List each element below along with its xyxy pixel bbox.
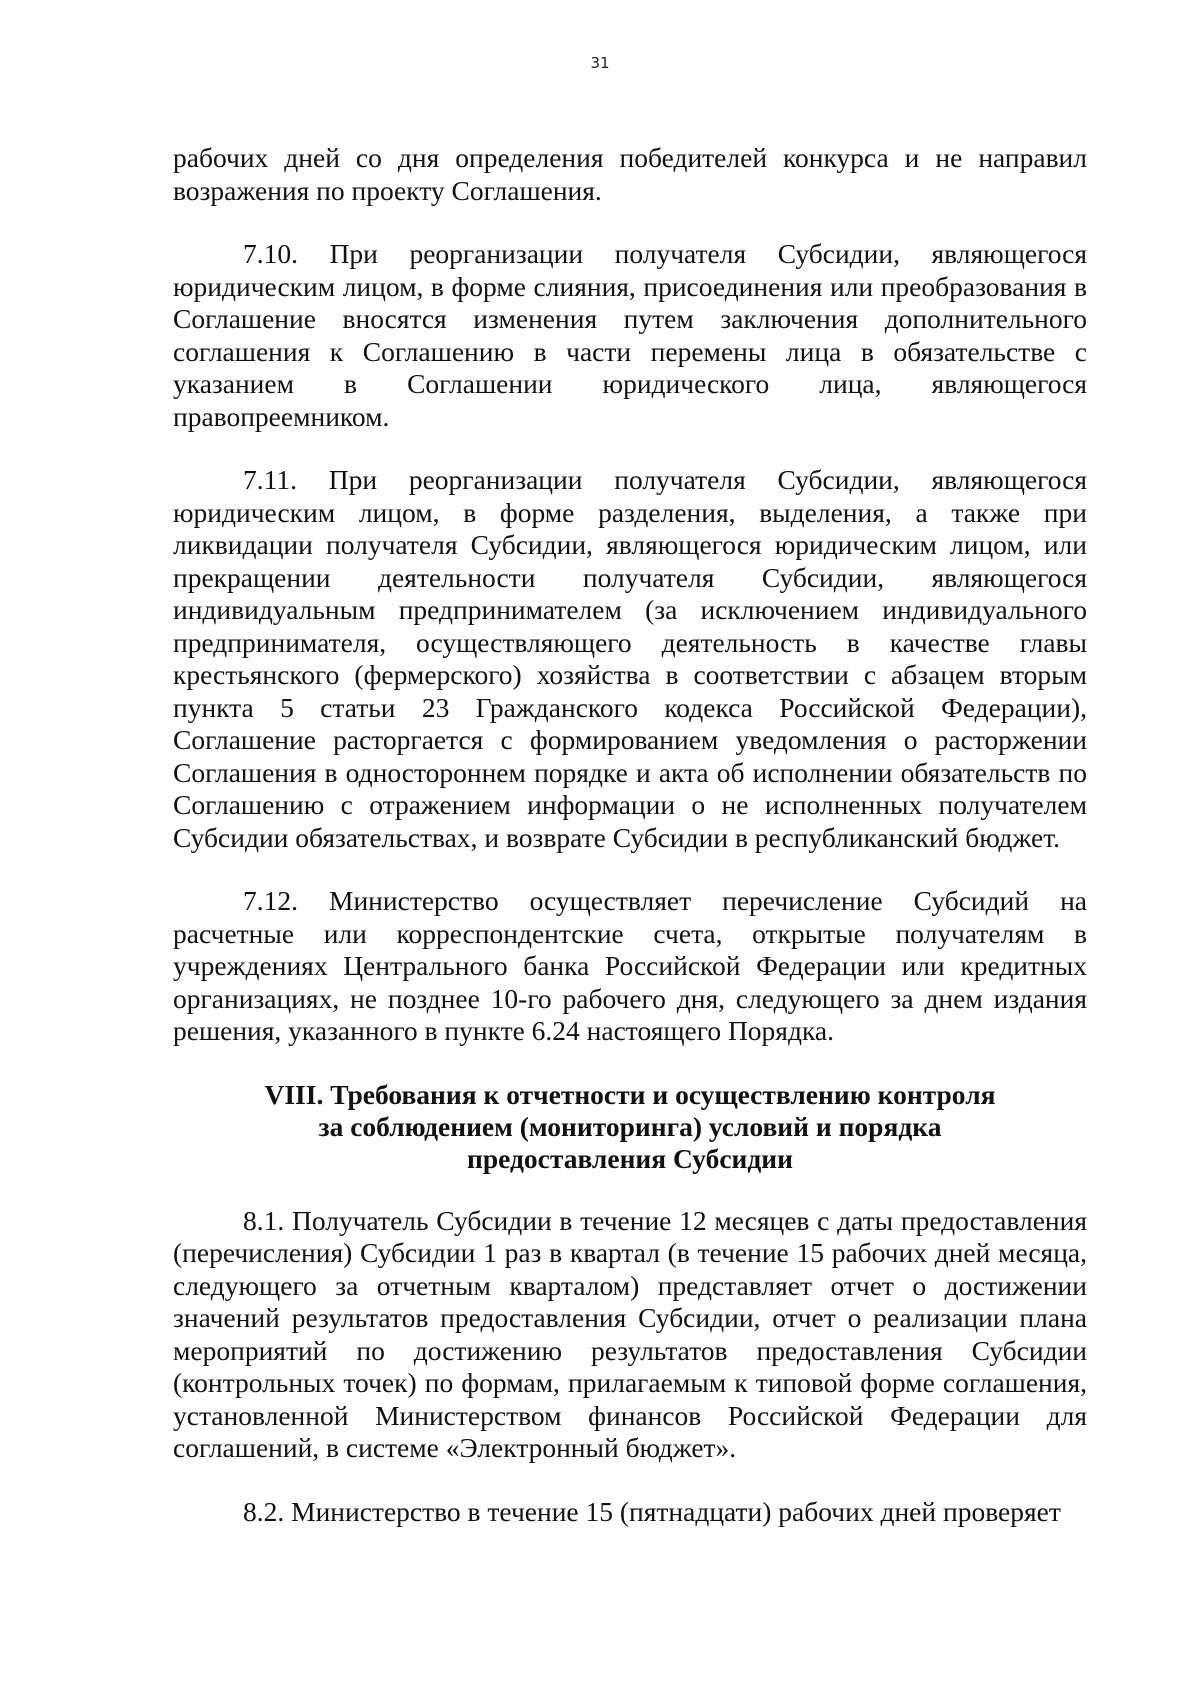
section-heading-line: VIII. Требования к отчетности и осуществлению контроля [264, 1078, 996, 1110]
paragraph-8-1: 8.1. Получатель Субсидии в течение 12 месяцев с даты предоставления (перечисления) Субсидии 1 раз в квартал (в течение 15 рабочих дней месяца, следующего за отчетным кварталом) представляет отчет о достижении значений результатов предоставления Субсидии, отчет о реализации плана мероприятий по достижению результатов предоставления Субсидии (контрольных точек) по формам, прилагаемым к типовой форме соглашения, установленной Министерством финансов Российской Федерации для соглашений, в системе «Электронный бюджет». [173, 1204, 1087, 1463]
section-heading-viii [173, 1079, 1087, 1175]
paragraph-7-11: 7.11. При реорганизации получателя Субсидии, являющегося юридическим лицом, в форме разделения, выделения, а также при ликвидации получателя Субсидии, являющегося юридическим лицом, или прекращении деятельности получателя Субсидии, являющегося индивидуальным предпринимателем (за исключением индивидуального предпринимателя, осуществляющего деятельность в качестве главы крестьянского (фермерского) хозяйства в соответствии с абзацем вторым пункта 5 статьи 23 Гражданского кодекса Российской Федерации), Соглашение расторгается с формированием уведомления о расторжении Соглашения в одностороннем порядке и акта об исполнении обязательств по Соглашению с отражением информации о не исполненных получателем Субсидии обязательствах, и возврате Субсидии в республиканский бюджет. [173, 464, 1087, 853]
section-heading-line: за соблюдением (мониторинга) условий и порядка [318, 1110, 942, 1142]
paragraph-continuation: рабочих дней со дня определения победителей конкурса и не направил возражения по проекту Соглашения. [173, 142, 1087, 206]
page-number: 31 [590, 54, 610, 72]
document-body [173, 142, 1087, 1559]
paragraph-7-12: 7.12. Министерство осуществляет перечисление Субсидий на расчетные или корреспондентские счета, открытые получателям в учреждениях Центрального банка Российской Федерации или кредитных организациях, не позднее 10-го рабочего дня, следующего за днем издания решения, указанного в пункте 6.24 настоящего Порядка. [173, 885, 1087, 1046]
paragraph-8-2: 8.2. Министерство в течение 15 (пятнадцати) рабочих дней проверяет [243, 1495, 1061, 1527]
section-heading-line: предоставления Субсидии [467, 1142, 793, 1174]
paragraph-7-10: 7.10. При реорганизации получателя Субсидии, являющегося юридическим лицом, в форме слияния, присоединения или преобразования в Соглашение вносятся изменения путем заключения дополнительного соглашения к Соглашению в части перемены лица в обязательстве с указанием в Соглашении юридического лица, являющегося правопреемником. [173, 238, 1087, 432]
